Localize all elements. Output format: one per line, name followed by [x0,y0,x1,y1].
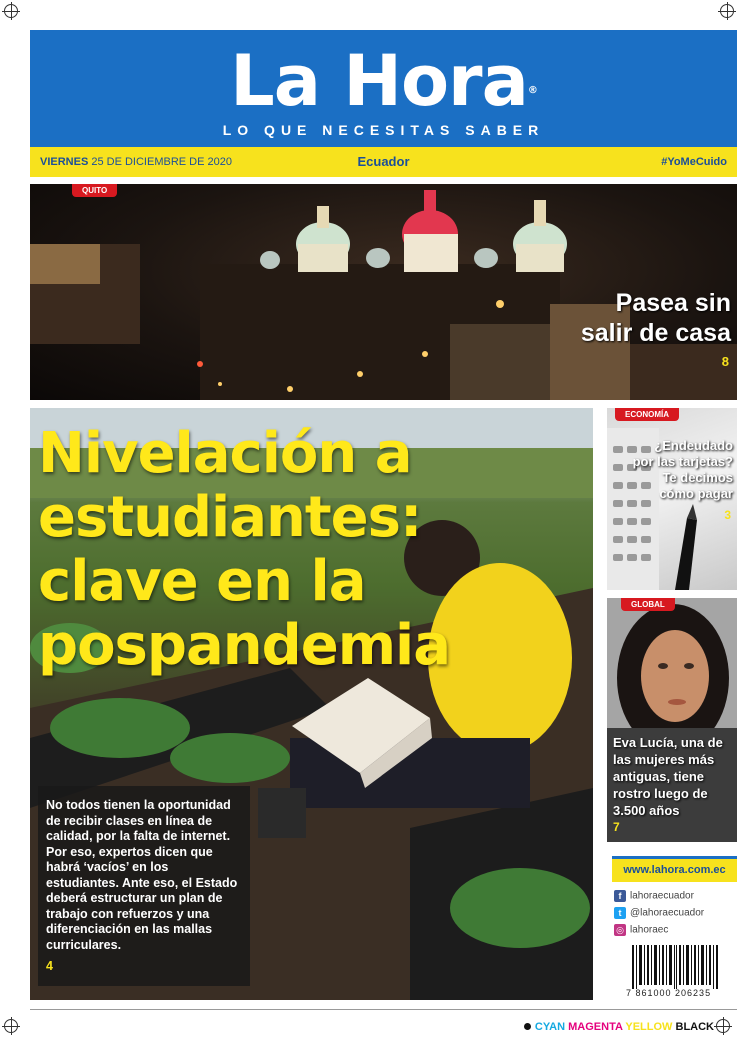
main-headline[interactable] [38,422,450,678]
black-label: BLACK [675,1021,714,1033]
date-text: 25 DE DICIEMBRE DE 2020 [91,156,232,168]
twitter-icon: t [614,907,626,919]
dateline-bar [30,147,737,177]
color-registration-bar [524,1021,714,1033]
headline-line: clave en la [38,549,366,614]
logo-text: La Hora [230,40,528,122]
social-facebook[interactable] [614,890,694,902]
headline-line: Pasea sin [615,289,731,317]
page-number: 7 [613,820,620,834]
crop-mark-icon [716,1019,730,1033]
page-number: 3 [724,508,731,522]
main-story[interactable] [30,408,593,1000]
facebook-icon: f [614,890,626,902]
hashtag[interactable]: #YoMeCuido [661,156,727,168]
summary-text: No todos tienen la oportunidad de recibir clases en línea de calidad, por la falta de internet. Por eso, expertos dicen que habrá ‘vacíos’ en los estudiantes. Ante eso, el Estado deberá estructurar un plan de trabajo con refuerzos y una diferenciación en las mallas curriculares. [46,798,238,952]
barcode-icon [632,945,718,989]
yellow-label: YELLOW [625,1021,673,1033]
headline-line: estudiantes: [38,485,422,550]
side-story-headline[interactable]: Eva Lucía, una de las mujeres más antiguas, tiene rostro luego de 3.500 años [613,735,723,818]
crop-mark-icon [720,4,734,18]
top-story-headline[interactable] [581,288,731,348]
headline-line: ¿Endeudado [654,438,733,453]
page-number: 8 [721,354,729,369]
section-tag: GLOBAL [621,598,675,611]
section-tag: ECONOMÍA [615,408,679,421]
weekday: VIERNES [40,156,89,168]
registration-dot-icon [524,1023,531,1030]
slogan: LO QUE NECESITAS SABER [222,122,545,138]
instagram-icon: ◎ [614,924,626,936]
social-handle: @lahoraecuador [630,907,705,919]
headline-line: Nivelación a [38,421,412,486]
masthead [30,30,737,147]
social-handle: lahoraecuador [630,890,694,902]
side-story-economy[interactable] [607,408,737,590]
headline-line: pospandemia [38,613,451,678]
side-story-global[interactable] [607,598,737,842]
social-twitter[interactable] [614,907,704,919]
section-tag: QUITO [72,184,117,197]
edition-label: Ecuador [357,154,410,169]
logo[interactable] [30,40,737,122]
page-number: 4 [46,959,53,973]
headline-line: cómo pagar [659,486,733,501]
crop-mark-icon [4,4,18,18]
side-story-headline[interactable] [633,438,733,502]
social-handle: lahoraec [630,924,669,936]
divider [30,1009,737,1010]
headline-line: Te decimos [662,470,733,485]
website-link[interactable]: www.lahora.com.ec [612,856,737,882]
top-story[interactable] [30,184,737,400]
headline-line: por las tarjetas? [632,454,733,469]
barcode-number: 7 861000 206235 [626,988,712,998]
registered-mark: ® [527,85,537,96]
crop-mark-icon [4,1019,18,1033]
social-instagram[interactable] [614,924,668,936]
main-summary [38,786,250,986]
headline-line: salir de casa [580,319,731,347]
cyan-label: CYAN [534,1021,566,1033]
magenta-label: MAGENTA [568,1021,623,1033]
